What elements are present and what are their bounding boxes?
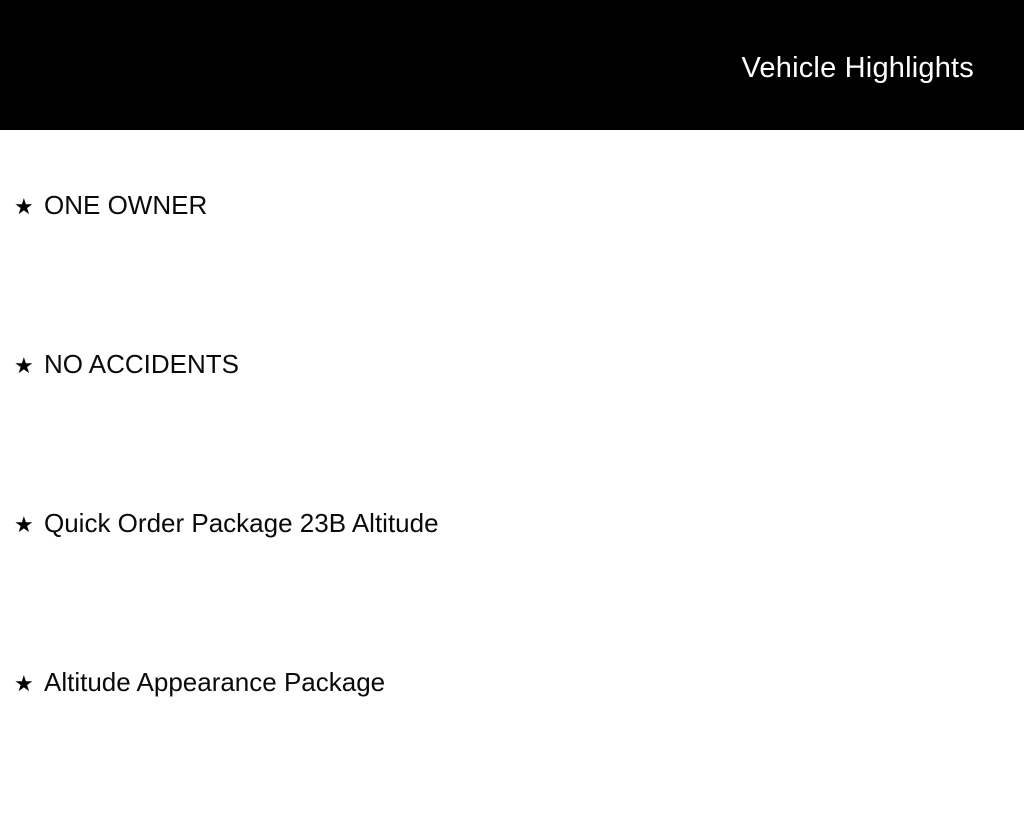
highlight-label: Quick Order Package 23B Altitude <box>44 508 439 538</box>
highlight-label: NO ACCIDENTS <box>44 349 240 379</box>
vehicle-highlights-list <box>0 130 1024 828</box>
star-icon: ★ <box>14 353 34 378</box>
highlight-label: Altitude Appearance Package <box>44 667 386 697</box>
star-icon: ★ <box>14 671 34 696</box>
star-icon: ★ <box>14 512 34 537</box>
page-header <box>0 0 1024 130</box>
list-item <box>0 130 1024 351</box>
page-title: Vehicle Highlights <box>741 51 974 84</box>
list-item <box>0 669 1024 828</box>
list-item <box>0 510 1024 669</box>
highlight-label: ONE OWNER <box>44 190 208 220</box>
list-item <box>0 351 1024 510</box>
star-icon: ★ <box>14 194 34 219</box>
